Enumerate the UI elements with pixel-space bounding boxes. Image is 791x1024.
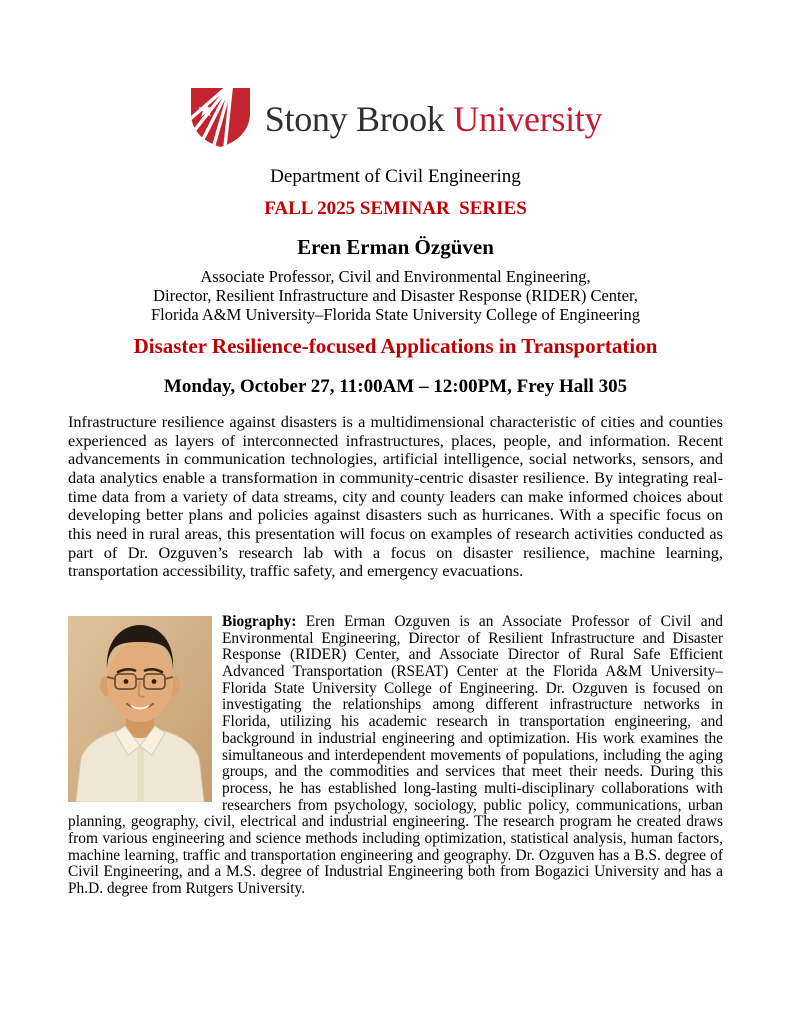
talk-datetime-location: Monday, October 27, 11:00AM – 12:00PM, Frey Hall 305 — [163, 376, 628, 397]
speaker-name: Eren Erman Özgüven — [297, 235, 494, 259]
speaker-photo — [68, 616, 212, 802]
abstract-text: Infrastructure resilience against disasters is a multidimensional characteristic of cities and counties experienced as layers of interconnected infrastructures, places, people, and information. Recent advancements in communication technologies, artificial intelligence, social networks, sensors, and data analytics enable a transformation in community-centric disaster resilience. By integrating real-time data from a variety of data streams, city and county leaders can make informed choices about developing better plans and policies against disasters such as hurricanes. With a specific focus on this need in rural areas, this presentation will focus on examples of research activities conducted as part of Dr. Ozguven’s research lab with a focus on disaster resilience, machine learning, transportation accessibility, traffic safety, and emergency evacuations. — [68, 412, 723, 581]
university-wordmark — [265, 97, 602, 137]
university-name: Stony Brook — [264, 99, 445, 139]
talk-title: Disaster Resilience-focused Applications in Transportation — [133, 334, 658, 358]
affiliation-line: Associate Professor, Civil and Environmental Engineering, — [200, 267, 591, 286]
department-title: Department of Civil Engineering — [270, 166, 521, 187]
university-logo — [68, 86, 723, 148]
biography-text: Eren Erman Ozguven is an Associate Professor of Civil and Environmental Engineering, Director of Resilient Infrastructure and Disaster Response (RIDER) Center, and Associate Director of Rural Safe Efficient Advanced Transportation (RSEAT) Center at the Florida A&M University–Florida State University College of Engineering. Dr. Ozguven is focused on investigating the relationships among different infrastructure networks in Florida, utilizing his academic research in transportation engineering, and background in industrial engineering and optimization. His work examines the simultaneous and interdependent movements of populations, including the aging groups, and the commodities and services that meet their needs. During this process, he has established long-lasting multi-disciplinary collaborations with researchers from psychology, sociology, public policy, communications, urban planning, geography, civil, electrical and industrial engineering. The research program he created draws from various engineering and science methods including optimization, statistical analysis, human factors, machine learning, traffic and transportation engineering and geography. Dr. Ozguven has a B.S. degree of Civil Engineering, and a M.S. degree of Industrial Engineering both from Bogazici University and has a Ph.D. degree from Rutgers University. — [68, 612, 723, 898]
affiliation-line: Director, Resilient Infrastructure and Disaster Response (RIDER) Center, — [153, 286, 638, 305]
speaker-affiliations — [68, 267, 723, 324]
university-shield-icon — [189, 87, 252, 148]
affiliation-line: Florida A&M University–Florida State University College of Engineering — [151, 305, 640, 324]
university-suffix: University — [453, 99, 603, 139]
seminar-series-title: FALL 2025 SEMINAR SERIES — [264, 198, 527, 219]
biography-label: Biography: — [222, 612, 297, 630]
biography-section — [68, 614, 723, 898]
